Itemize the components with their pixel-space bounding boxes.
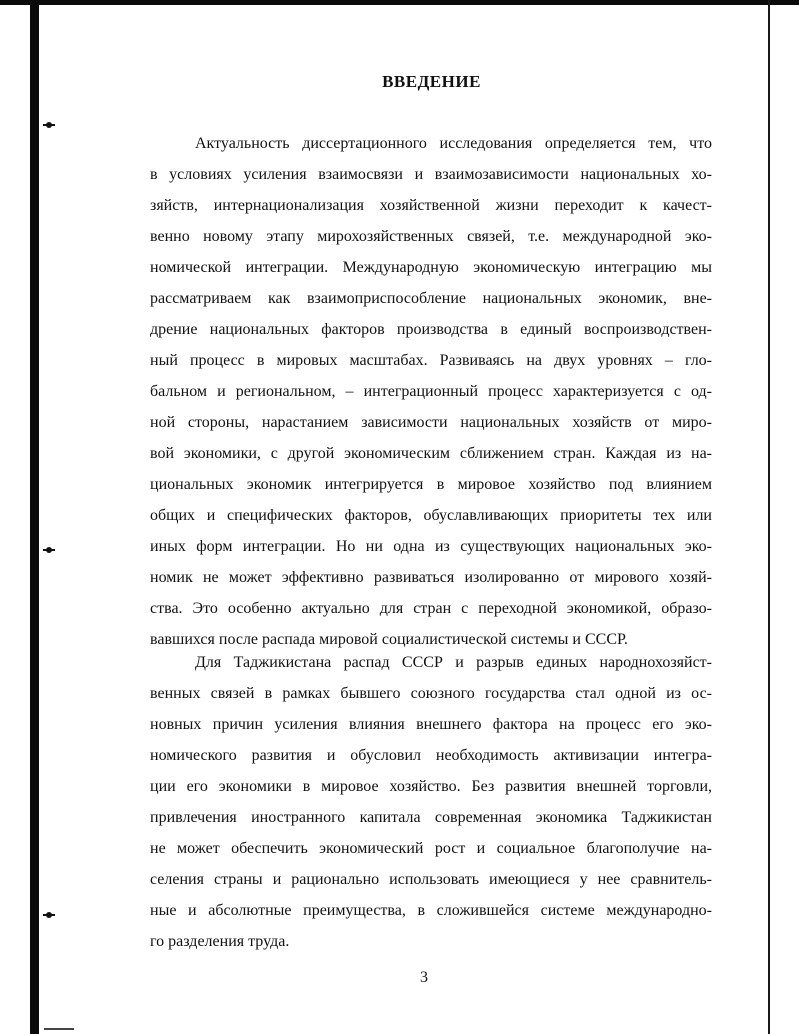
scan-border-right [768, 0, 770, 1034]
text-line: Актуальность диссертационного исследования определяется тем, что [195, 135, 712, 152]
paragraph-1 [150, 128, 712, 655]
text-line: венных связей в рамках бывшего союзного государства стал одной из ос- [150, 685, 712, 702]
text-line: ной стороны, нарастанием зависимости национальных хозяйств от миро- [150, 414, 712, 431]
binder-hole-mark [46, 912, 52, 918]
scan-border-top [0, 0, 799, 5]
page-number: 3 [420, 969, 428, 986]
text-line: венно новому этапу мирохозяйственных связей, т.е. международной эко- [150, 228, 712, 245]
text-line: селения страны и рационально использовать имеющиеся у нее сравнитель- [150, 871, 712, 888]
scan-bottom-mark [44, 1028, 74, 1030]
page-title: ВВЕДЕНИЕ [382, 72, 481, 91]
binder-hole-mark [46, 547, 52, 553]
text-line: не может обеспечить экономический рост и социальное благополучие на- [150, 840, 712, 857]
text-line: вавшихся после распада мировой социалистической системы и СССР. [150, 631, 628, 648]
text-line: ции его экономики в мировое хозяйство. Без развития внешней торговли, [150, 778, 712, 795]
text-line: рассматриваем как взаимоприспособление национальных экономик, вне- [150, 290, 712, 307]
text-line: общих и специфических факторов, обуславливающих приоритеты тех или [150, 507, 712, 524]
text-line: го разделения труда. [150, 933, 290, 950]
text-line: привлечения иностранного капитала современная экономика Таджикистан [150, 809, 712, 826]
text-line: номической интеграции. Международную экономическую интеграцию мы [150, 259, 712, 276]
text-line: Для Таджикистана распад СССР и разрыв единых народнохозяйст- [195, 654, 712, 671]
text-line: в условиях усиления взаимосвязи и взаимозависимости национальных хо- [150, 166, 712, 183]
binder-hole-mark [46, 122, 52, 128]
paragraph-2 [150, 647, 712, 957]
text-line: ства. Это особенно актуально для стран с переходной экономикой, образо- [150, 600, 712, 617]
text-line: циональных экономик интегрируется в мировое хозяйство под влиянием [150, 476, 712, 493]
scan-border-left [30, 0, 39, 1034]
text-line: вой экономики, с другой экономическим сближением стран. Каждая из на- [150, 445, 712, 462]
text-line: иных форм интеграции. Но ни одна из существующих национальных эко- [150, 538, 712, 555]
text-line: бальном и региональном, – интеграционный процесс характеризуется с од- [150, 383, 712, 400]
text-line: ные и абсолютные преимущества, в сложившейся системе международно- [150, 902, 712, 919]
text-line: номик не может эффективно развиваться изолированно от мирового хозяй- [150, 569, 712, 586]
text-line: зяйств, интернационализация хозяйственной жизни переходит к качест- [150, 197, 712, 214]
text-line: ный процесс в мировых масштабах. Развиваясь на двух уровнях – гло- [150, 352, 712, 369]
text-line: номического развития и обусловил необходимость активизации интегра- [150, 747, 712, 764]
text-line: новных причин усиления влияния внешнего фактора на процесс его эко- [150, 716, 712, 733]
text-line: дрение национальных факторов производства в единый воспроизводствен- [150, 321, 712, 338]
